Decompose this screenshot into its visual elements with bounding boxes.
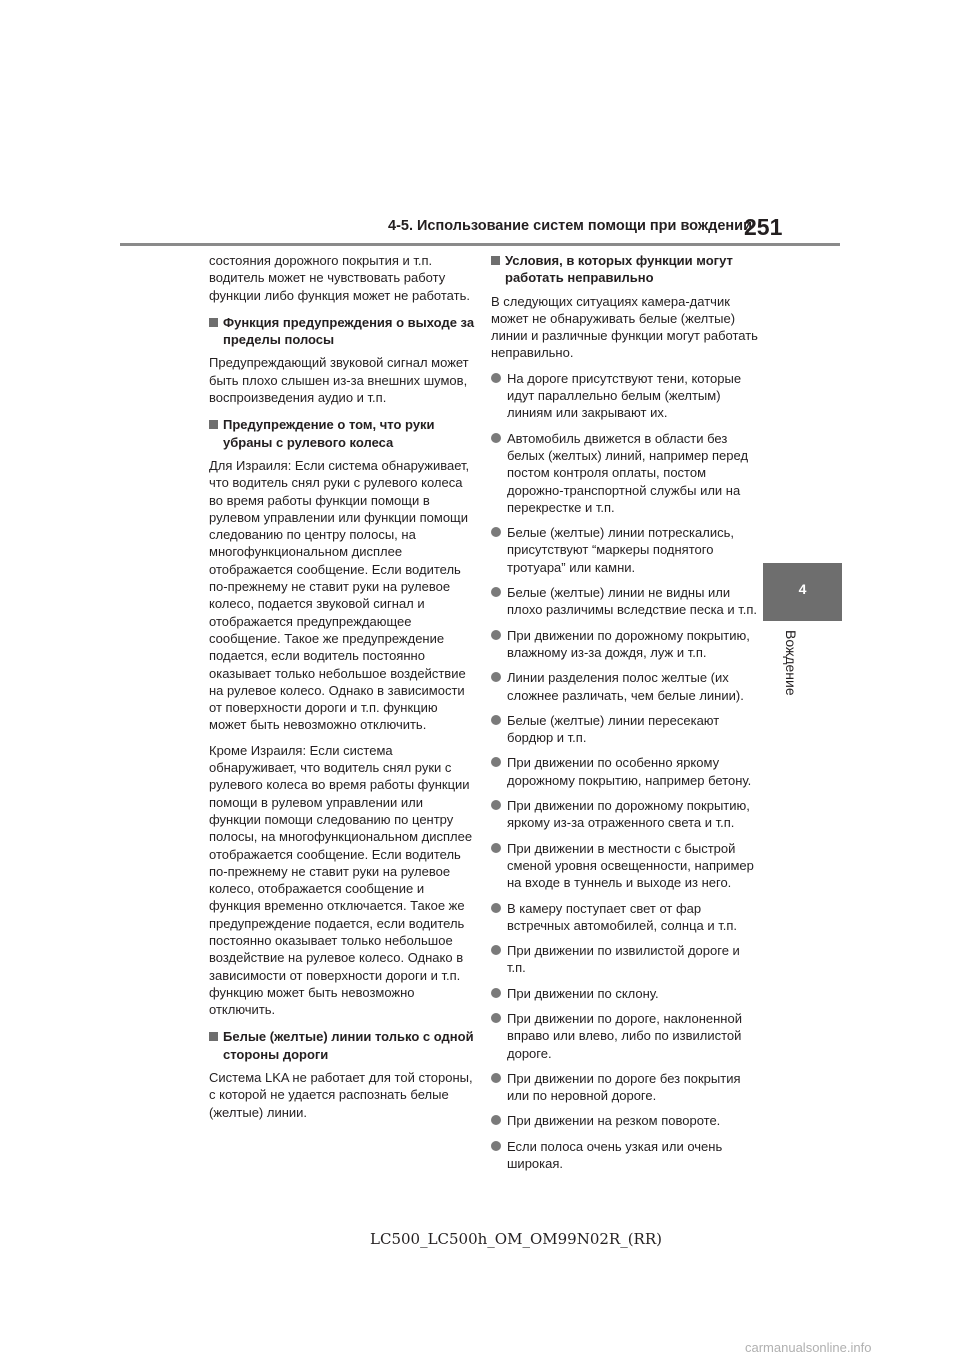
list-item — [491, 840, 759, 892]
list-item — [491, 900, 759, 935]
list-item-text: На дороге присутствуют тени, которые идут параллельно белым (желтым) линиям или закрывают их. — [507, 370, 742, 421]
list-item-text: При движении по дорожному покрытию, влажному из-за дождя, луж и т.п. — [507, 627, 750, 660]
header-divider — [120, 243, 840, 246]
body-paragraph: В следующих ситуациях камера-датчик может не обнаруживать белые (желтые) линии и различные функции могут работать неправильно. — [491, 293, 758, 361]
list-item-text: При движении по особенно яркому дорожному покрытию, например бетону. — [507, 755, 752, 788]
chapter-tab-number: 4 — [798, 581, 807, 597]
list-item — [491, 754, 759, 789]
list-item-text: Если полоса очень узкая или очень широкая. — [507, 1138, 723, 1172]
left-column — [209, 252, 477, 1129]
intro-paragraph: состояния дорожного покрытия и т.п. водитель может не чувствовать работу функции либо функция может не работать. — [209, 253, 470, 303]
list-item — [491, 712, 759, 747]
circle-bullet-icon — [491, 1141, 501, 1151]
circle-bullet-icon — [491, 373, 501, 383]
list-item-text: При движении по извилистой дороге и т.п. — [507, 943, 740, 976]
square-bullet-icon — [491, 256, 500, 265]
square-bullet-icon — [209, 1032, 218, 1041]
circle-bullet-icon — [491, 800, 501, 810]
section-heading — [209, 416, 477, 451]
list-item — [491, 430, 759, 516]
list-item-text: Белые (желтые) линии не видны или плохо различимы вследствие песка и т.п. — [507, 585, 758, 618]
section-header-title: 4-5. Использование систем помощи при вождении — [388, 218, 752, 234]
circle-bullet-icon — [491, 945, 501, 955]
list-item-text: Автомобиль движется в области без белых (желтых) линий, например перед постом контроля оплаты, постом дорожно-транспортной службы или на перекрестке и т.п. — [507, 430, 749, 515]
circle-bullet-icon — [491, 757, 501, 767]
section-heading — [209, 1028, 477, 1063]
circle-bullet-icon — [491, 433, 501, 443]
page-number: 251 — [744, 214, 783, 240]
body-paragraph: Кроме Израиля: Если система обнаруживает, что водитель снял руки с рулевого колеса во время работы функции помощи в рулевом управлении или функции помощи следованию по центру полосы, на многофункциональном дисплее отображается сообщение. Если водитель по-прежнему не ставит руки на рулевое колесо, отображается сообщение и функция временно отключается. Такое же предупреждение подается, если водитель постоянно оказывает только небольшое воздействие на рулевое колесо. Однако в зависимости от поверхности дороги и т.п. функцию может быть невозможно отключить. — [209, 742, 473, 1018]
list-item-text: При движении на резком повороте. — [507, 1113, 721, 1129]
circle-bullet-icon — [491, 988, 501, 998]
list-item — [491, 1010, 759, 1062]
circle-bullet-icon — [491, 587, 501, 597]
condition-list — [491, 370, 759, 1173]
circle-bullet-icon — [491, 903, 501, 913]
list-item — [491, 797, 759, 832]
body-paragraph: Предупреждающий звуковой сигнал может быть плохо слышен из-за внешних шумов, воспроизведения аудио и т.п. — [209, 355, 469, 406]
list-item — [491, 985, 759, 1002]
list-item — [491, 524, 759, 576]
list-item-text: При движении по дороге, наклоненной вправо или влево, либо по извилистой дороге. — [507, 1010, 742, 1061]
section-heading — [491, 252, 759, 287]
section-heading — [209, 314, 477, 349]
section-heading-text: Функция предупреждения о выходе за пределы полосы — [223, 314, 475, 348]
circle-bullet-icon — [491, 672, 501, 682]
square-bullet-icon — [209, 318, 218, 327]
circle-bullet-icon — [491, 1115, 501, 1125]
section-heading-text: Предупреждение о том, что руки убраны с рулевого колеса — [223, 417, 435, 450]
list-item — [491, 370, 759, 422]
list-item-text: При движении по дорожному покрытию, яркому из-за отраженного света и т.п. — [507, 798, 750, 831]
circle-bullet-icon — [491, 527, 501, 537]
section-heading-text: Условия, в которых функции могут работать неправильно — [505, 253, 733, 286]
list-item-text: В камеру поступает свет от фар встречных автомобилей, солнца и т.п. — [507, 900, 738, 933]
list-item-text: При движении по дороге без покрытия или по неровной дороге. — [507, 1070, 741, 1104]
list-item — [491, 1138, 759, 1173]
list-item-text: При движении по склону. — [507, 985, 659, 1001]
list-item-text: Линии разделения полос желтые (их сложнее различать, чем белые линии). — [507, 670, 744, 703]
body-paragraph: Система LKA не работает для той стороны, с которой не удается распознать белые (желтые) линии. — [209, 1070, 473, 1120]
body-paragraph: Для Израиля: Если система обнаруживает, что водитель снял руки с рулевого колеса во время работы функции помощи в рулевом управлении или функции помощи следованию по центру полосы, на многофункциональном дисплее отображается сообщение. Если водитель по-прежнему не ставит руки на рулевое колесо, подается звуковой сигнал и отображается предупреждающее сообщение. Такое же предупреждение подается, если водитель постоянно оказывает только небольшое воздействие на рулевое колесо. Однако в зависимости от поверхности дороги и т.п. функцию может быть невозможно отключить. — [209, 457, 470, 733]
chapter-tab-label: Вождение — [783, 630, 799, 696]
list-item — [491, 942, 759, 977]
circle-bullet-icon — [491, 630, 501, 640]
list-item — [491, 669, 759, 704]
list-item-text: При движении в местности с быстрой сменой уровня освещенности, например на входе в туннель и выходе из него. — [507, 840, 754, 891]
list-item-text: Белые (желтые) линии пересекают бордюр и т.п. — [507, 712, 720, 746]
list-item — [491, 1070, 759, 1105]
right-column — [491, 252, 759, 1180]
list-item — [491, 627, 759, 662]
circle-bullet-icon — [491, 1073, 501, 1083]
circle-bullet-icon — [491, 1013, 501, 1023]
list-item-text: Белые (желтые) линии потрескались, присутствуют “маркеры поднятого тротуара” или камни. — [507, 525, 734, 575]
section-heading-text: Белые (желтые) линии только с одной стороны дороги — [223, 1029, 474, 1062]
list-item — [491, 1112, 759, 1129]
watermark: carmanualsonline.info — [745, 1340, 872, 1355]
document-code: LC500_LC500h_OM_OM99N02R_(RR) — [370, 1230, 662, 1248]
circle-bullet-icon — [491, 715, 501, 725]
circle-bullet-icon — [491, 843, 501, 853]
list-item — [491, 584, 759, 619]
square-bullet-icon — [209, 420, 218, 429]
chapter-tab — [763, 563, 842, 621]
